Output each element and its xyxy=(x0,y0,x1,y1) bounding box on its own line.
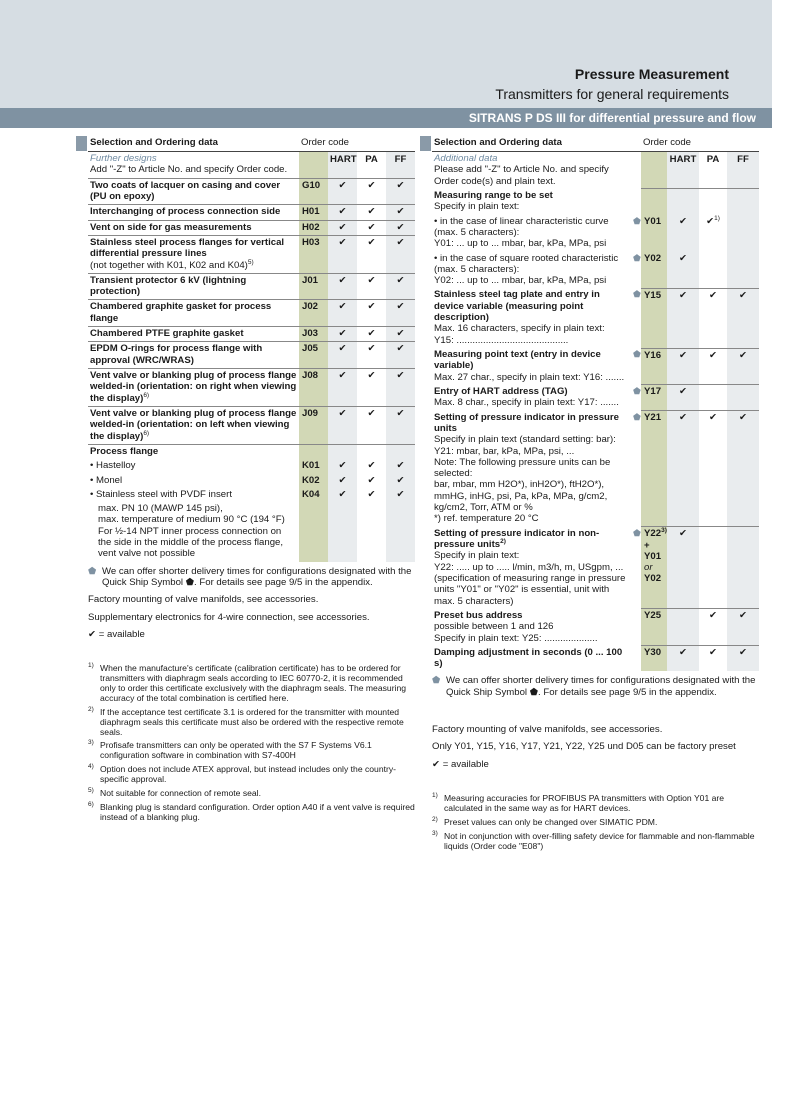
footnote xyxy=(88,705,415,738)
footnote xyxy=(88,741,415,761)
y25-row xyxy=(432,609,759,646)
option-row xyxy=(88,235,415,273)
intro-row xyxy=(88,152,415,179)
flange-label: • Monel xyxy=(90,474,123,486)
process-flange-title-row xyxy=(88,444,415,459)
table-header xyxy=(88,136,415,152)
check-ff: ✔ xyxy=(386,178,415,205)
check-hart: ✔ xyxy=(328,474,357,488)
y21-note: Note: The following pressure units can be selected: xyxy=(434,456,611,480)
check-pa: ✔ xyxy=(357,342,386,369)
footnote xyxy=(432,829,759,852)
check-hart: ✔ xyxy=(328,327,357,342)
quickship-note xyxy=(432,675,759,698)
check-ff: ✔ xyxy=(386,220,415,235)
page-header xyxy=(0,0,772,108)
option-row xyxy=(88,327,415,342)
option-label: Chambered PTFE graphite gasket xyxy=(90,328,244,340)
check-pa: ✔ xyxy=(357,300,386,327)
check-ff: ✔ xyxy=(386,369,415,407)
y16-title: Measuring point text (entry in device variable) xyxy=(434,349,601,372)
available-legend: ✔ = available xyxy=(432,758,489,770)
column-header-selection: Selection and Ordering data xyxy=(88,136,299,152)
option-row xyxy=(88,342,415,369)
right-column xyxy=(432,136,759,855)
order-code: J01 xyxy=(299,273,328,300)
page-subtitle: Transmitters for general requirements xyxy=(495,85,729,102)
y16-text: Max. 27 char., specify in plain text: Y16: ....... xyxy=(434,371,625,383)
order-code: J08 xyxy=(299,369,328,407)
check-pa: ✔ xyxy=(699,646,727,672)
quickship-icon: ⬟ xyxy=(633,527,641,538)
intro-title: Additional data xyxy=(434,153,498,164)
y17-row xyxy=(432,385,759,411)
check-ff: ✔ xyxy=(386,273,415,300)
footnote-number: 3) xyxy=(88,739,94,747)
quickship-note xyxy=(88,566,415,589)
table-header xyxy=(432,136,759,152)
y22-row: Setting of pressure indicator in non-pressure units$^{2)}$ Specify in plain text: Y22: ..... up to ..... l/min, m3/h, m, USgpm, ... (specification of measuring range in pressure units "Y01" or "Y02" is essential, unit with max. 5 characters) ⬟ $Y22^{3)}$ + Y01 or Y02 ✔ xyxy=(432,527,759,609)
option-label: EPDM O-rings for process flange with approval (WRC/WRAS) xyxy=(90,343,263,366)
order-code: Y25 xyxy=(641,609,667,646)
col-pa: PA xyxy=(706,154,720,165)
option-row xyxy=(88,300,415,327)
order-code: Y30 xyxy=(641,646,667,672)
footnote-text: Not in conjunction with over-filling safety device for flammable and non-flammable liquids (Order code "E08") xyxy=(444,830,755,851)
check-hart: ✔ xyxy=(328,369,357,407)
y30-title: Damping adjustment in seconds (0 ... 100 s) xyxy=(434,646,623,670)
option-label: Vent valve or blanking plug of process flange welded-in (orientation: on left when viewing the display) xyxy=(90,407,297,442)
order-code: H01 xyxy=(299,205,328,220)
check-pa: ✔ xyxy=(699,288,727,348)
footnote xyxy=(88,789,415,799)
order-code: J03 xyxy=(299,327,328,342)
footnote xyxy=(432,815,759,828)
check-hart: ✔ xyxy=(328,342,357,369)
check-pa: ✔ xyxy=(357,406,386,444)
check-ff: ✔ xyxy=(386,474,415,488)
checkmark-icon: ✔ xyxy=(432,758,441,770)
note-factory-preset: Only Y01, Y15, Y16, Y17, Y21, Y22, Y25 und D05 can be factory preset xyxy=(432,741,736,753)
check-pa: ✔ xyxy=(357,273,386,300)
option-row xyxy=(88,220,415,235)
check-pa: ✔ xyxy=(357,220,386,235)
check-hart: ✔ xyxy=(667,411,699,527)
section-band xyxy=(0,108,772,128)
left-table xyxy=(88,136,415,562)
order-code: J09 xyxy=(299,406,328,444)
quickship-icon: ⬟ xyxy=(432,675,441,687)
footnote-number: 4) xyxy=(88,763,94,771)
footnote-number: 1) xyxy=(432,792,438,800)
check-pa: ✔ xyxy=(699,348,727,385)
flange-label: • Hastelloy xyxy=(90,460,136,472)
flange-row xyxy=(88,474,415,488)
option-label: Chambered graphite gasket for process flange xyxy=(90,301,272,324)
intro-row xyxy=(432,152,759,189)
footnote-number: 2) xyxy=(432,815,438,823)
measuring-range-sub: Specify in plain text: xyxy=(434,201,520,213)
option-row xyxy=(88,406,415,444)
order-code: $Y22^{3)}$ + Y01 or Y02 xyxy=(641,527,667,609)
order-code: Y21 xyxy=(641,411,667,527)
column-header-selection: Selection and Ordering data xyxy=(432,136,631,152)
quickship-icon: ⬟ xyxy=(88,565,97,577)
footnote xyxy=(432,794,759,814)
order-code: Y02 xyxy=(641,252,667,289)
option-row xyxy=(88,205,415,220)
y21-units: bar, mbar, mm H2O*), inH2O*), ftH2O*), mmHG, inHG, psi, Pa, kPa, MPa, g/cm2, kg/cm2, Torr, ATM or % xyxy=(434,479,608,514)
k04-details-row xyxy=(88,502,415,562)
order-code: J05 xyxy=(299,342,328,369)
footnote-text: Measuring accuracies for PROFIBUS PA transmitters with Option Y01 are calculated in the same way as for HART devices. xyxy=(444,793,725,813)
k04-details: max. PN 10 (MAWP 145 psi), max. temperature of medium 90 °C (194 °F) For ½-14 NPT inner process connection on the side in the middle of the process flange, vent valve not possible xyxy=(98,503,285,560)
option-label: Vent on side for gas measurements xyxy=(90,221,252,233)
y22-text: Specify in plain text: Y22: ..... up to ..... l/min, m3/h, m, USgpm, ... (specification of measuring range in pressure units "Y01" or "Y02" is essential, unit with max. 5 characters) xyxy=(434,550,626,607)
quickship-icon: ⬟ xyxy=(633,289,641,300)
check-hart: ✔ xyxy=(328,273,357,300)
left-notes xyxy=(88,566,415,823)
quickship-icon: ⬟ xyxy=(633,385,641,396)
option-label: Two coats of lacquer on casing and cover (PU on epoxy) xyxy=(90,179,281,202)
order-code: K01 xyxy=(299,459,328,473)
order-code: H02 xyxy=(299,220,328,235)
option-row xyxy=(88,369,415,407)
option-row xyxy=(88,273,415,300)
column-header-ordercode: Order code xyxy=(299,136,415,152)
left-footnotes xyxy=(88,664,415,822)
left-marker xyxy=(76,136,87,151)
check-ff: ✔ xyxy=(386,342,415,369)
column-header-ordercode: Order code xyxy=(641,136,759,152)
order-code: G10 xyxy=(299,178,328,205)
y21-text: Specify in plain text (standard setting: bar): Y21: mbar, bar, kPa, MPa, psi, ... xyxy=(434,434,616,457)
quickship-icon: ⬟ xyxy=(633,215,641,226)
check-ff: ✔ xyxy=(386,327,415,342)
check-hart: ✔ xyxy=(667,646,699,672)
check-ff: ✔ xyxy=(386,300,415,327)
option-note: (not together with K01, K02 and K04) xyxy=(90,259,248,271)
check-hart: ✔ xyxy=(328,406,357,444)
check-hart: ✔ xyxy=(328,300,357,327)
measuring-range-row xyxy=(432,189,759,215)
check-pa: ✔ xyxy=(357,327,386,342)
check-ff: ✔ xyxy=(386,459,415,473)
y15-title: Stainless steel tag plate and entry in device variable (measuring point description) xyxy=(434,289,600,324)
y01-row: • in the case of linear characteristic curve (max. 5 characters): Y01: ... up to ... mbar, bar, kPa, MPa, psi ⬟ Y01 ✔ ✔$^{1)}$ xyxy=(432,215,759,252)
flange-row xyxy=(88,459,415,473)
y22-title: Setting of pressure indicator in non-pressure units xyxy=(434,527,600,550)
check-hart: ✔ xyxy=(328,488,357,502)
check-pa: ✔ xyxy=(367,488,376,500)
check-pa: ✔ xyxy=(706,215,715,227)
page-title: Pressure Measurement xyxy=(574,66,729,82)
check-hart: ✔ xyxy=(667,288,699,348)
page-title-block xyxy=(495,66,729,102)
y21-row xyxy=(432,411,759,527)
process-flange-title: Process flange xyxy=(88,444,299,459)
option-label: Interchanging of process connection side xyxy=(90,206,281,218)
right-table xyxy=(432,136,759,671)
quickship-text: We can offer shorter delivery times for configurations designated with the Quick Ship Symbol ⬟. For details see page 9/5 in the appendix. xyxy=(446,675,756,698)
option-row xyxy=(88,178,415,205)
y01-text: • in the case of linear characteristic curve (max. 5 characters): Y01: ... up to ... mbar, bar, kPa, MPa, psi xyxy=(434,215,609,250)
footnote-text: Blanking plug is standard configuration. Order option A40 if a vent valve is required instead of a blanking plug. xyxy=(100,801,415,822)
footnote-text: Preset values can only be changed over SIMATIC PDM. xyxy=(444,816,658,827)
order-code: Y01 xyxy=(641,215,667,252)
check-hart: ✔ xyxy=(328,220,357,235)
y17-text: Max. 8 char., specify in plain text: Y17: ....... xyxy=(434,397,619,409)
right-notes xyxy=(432,675,759,851)
quickship-text: We can offer shorter delivery times for configurations designated with the Quick Ship Symbol ⬟. For details see page 9/5 in the appendix. xyxy=(102,565,412,588)
check-pa: ✔ xyxy=(357,178,386,205)
intro-text: Please add "-Z" to Article No. and specify Order code(s) and plain text. xyxy=(434,164,609,187)
check-hart: ✔ xyxy=(328,235,357,273)
check-ff: ✔ xyxy=(386,235,415,273)
check-pa: ✔ xyxy=(699,411,727,527)
y30-row xyxy=(432,646,759,672)
footnote-text: Not suitable for connection of remote seal. xyxy=(100,787,261,798)
footnote-text: When the manufacture's certificate (calibration certificate) has to be ordered for transmitters with diaphragm seals according to IEC 60770-2, it is recommended only to order this certificate exclusively with the diaphragm seals. The measuring accuracy of the total combination is certified here. xyxy=(100,663,407,703)
left-column xyxy=(88,136,415,827)
y15-row xyxy=(432,288,759,348)
note-electronics: Supplementary electronics for 4-wire connection, see accessories. xyxy=(88,611,370,623)
footnote-ref: 6) xyxy=(143,429,150,437)
quickship-icon: ⬟ xyxy=(633,411,641,422)
check-ff: ✔ xyxy=(727,411,759,527)
footnote-ref: 6) xyxy=(143,391,150,399)
col-ff: FF xyxy=(386,152,415,179)
order-code: Y15 xyxy=(641,288,667,348)
check-hart: ✔ xyxy=(667,348,699,385)
footnote-text: Profisafe transmitters can only be operated with the S7 F Systems V6.1 configuration software in combination with S7-400H xyxy=(100,740,372,761)
check-hart: ✔ xyxy=(328,205,357,220)
check-pa: ✔ xyxy=(357,205,386,220)
footnote-number: 2) xyxy=(88,705,94,713)
footnote-ref: 5) xyxy=(247,258,254,266)
check-ff: ✔ xyxy=(386,205,415,220)
col-pa: PA xyxy=(365,154,378,165)
measuring-range-title: Measuring range to be set xyxy=(434,189,553,201)
note-manifolds: Factory mounting of valve manifolds, see accessories. xyxy=(88,594,319,606)
order-code: K02 xyxy=(299,474,328,488)
option-label: Stainless steel process flanges for vertical differential pressure lines xyxy=(90,236,285,260)
y02-row xyxy=(432,252,759,289)
order-code: H03 xyxy=(299,235,328,273)
y21-title: Setting of pressure indicator in pressure units xyxy=(434,411,619,434)
check-ff: ✔ xyxy=(386,406,415,444)
y15-text: Max. 16 characters, specify in plain text: Y15: .......................................... xyxy=(434,323,605,346)
flange-row xyxy=(88,488,415,502)
y25-text: possible between 1 and 126 Specify in plain text: Y25: .................... xyxy=(434,621,598,644)
checkmark-icon: ✔ xyxy=(88,628,97,640)
footnote-number: 1) xyxy=(88,662,94,670)
footnote-text: If the acceptance test certificate 3.1 is ordered for the transmitter with mounted diaphragm seals this certificate must also be ordered with the respective remote seals. xyxy=(100,706,404,737)
y16-row xyxy=(432,348,759,385)
y17-title: Entry of HART address (TAG) xyxy=(434,385,568,397)
check-hart: ✔ xyxy=(667,527,699,609)
order-code: K04 xyxy=(299,488,328,502)
check-ff: ✔ xyxy=(727,348,759,385)
footnote-text: Option does not include ATEX approval, but instead includes only the country-specific approval. xyxy=(100,764,397,784)
check-pa: ✔ xyxy=(367,474,376,486)
order-code: Y17 xyxy=(641,385,667,411)
footnote-number: 3) xyxy=(432,829,438,837)
footnote-number: 6) xyxy=(88,800,94,808)
check-hart: ✔ xyxy=(328,459,357,473)
col-hart: HART xyxy=(328,152,357,179)
check-ff: ✔ xyxy=(727,609,759,646)
check-pa: ✔ xyxy=(699,609,727,646)
right-marker xyxy=(420,136,431,151)
check-hart: ✔ xyxy=(667,252,699,289)
intro-title: Further designs xyxy=(90,153,157,164)
check-hart: ✔ xyxy=(667,215,699,252)
check-hart: ✔ xyxy=(667,385,699,411)
option-label: Vent valve or blanking plug of process flange welded-in (orientation: on right when viewing the display) xyxy=(90,370,297,404)
order-code: J02 xyxy=(299,300,328,327)
intro-text: Add "-Z" to Article No. and specify Order code. xyxy=(90,164,288,176)
footnote xyxy=(88,765,415,785)
check-pa: ✔ xyxy=(367,460,376,472)
option-label: Transient protector 6 kV (lightning protection) xyxy=(90,274,247,298)
section-title: SITRANS P DS III for differential pressure and flow xyxy=(468,111,756,125)
check-ff: ✔ xyxy=(727,288,759,348)
order-code: Y16 xyxy=(641,348,667,385)
quickship-icon: ⬟ xyxy=(633,349,641,359)
footnote xyxy=(88,664,415,704)
col-hart: HART xyxy=(667,152,699,189)
note-manifolds: Factory mounting of valve manifolds, see accessories. xyxy=(432,724,663,736)
footnote-number: 5) xyxy=(88,787,94,795)
y25-title: Preset bus address xyxy=(434,609,523,621)
available-legend: ✔ = available xyxy=(88,628,145,640)
check-pa: ✔ xyxy=(357,369,386,407)
check-ff: ✔ xyxy=(727,646,759,672)
check-pa: ✔ xyxy=(357,235,386,273)
quickship-icon: ⬟ xyxy=(633,252,641,263)
y02-text: • in the case of square rooted characteristic (max. 5 characters): Y02: ... up to ... mbar, bar, kPa, MPa, psi xyxy=(434,252,619,287)
right-footnotes xyxy=(432,794,759,851)
col-ff: FF xyxy=(727,152,759,189)
check-hart: ✔ xyxy=(328,178,357,205)
check-ff: ✔ xyxy=(386,488,415,502)
flange-label: • Stainless steel with PVDF insert xyxy=(90,488,232,500)
y21-ref: *) ref. temperature 20 °C xyxy=(434,513,539,525)
footnote xyxy=(88,800,415,823)
